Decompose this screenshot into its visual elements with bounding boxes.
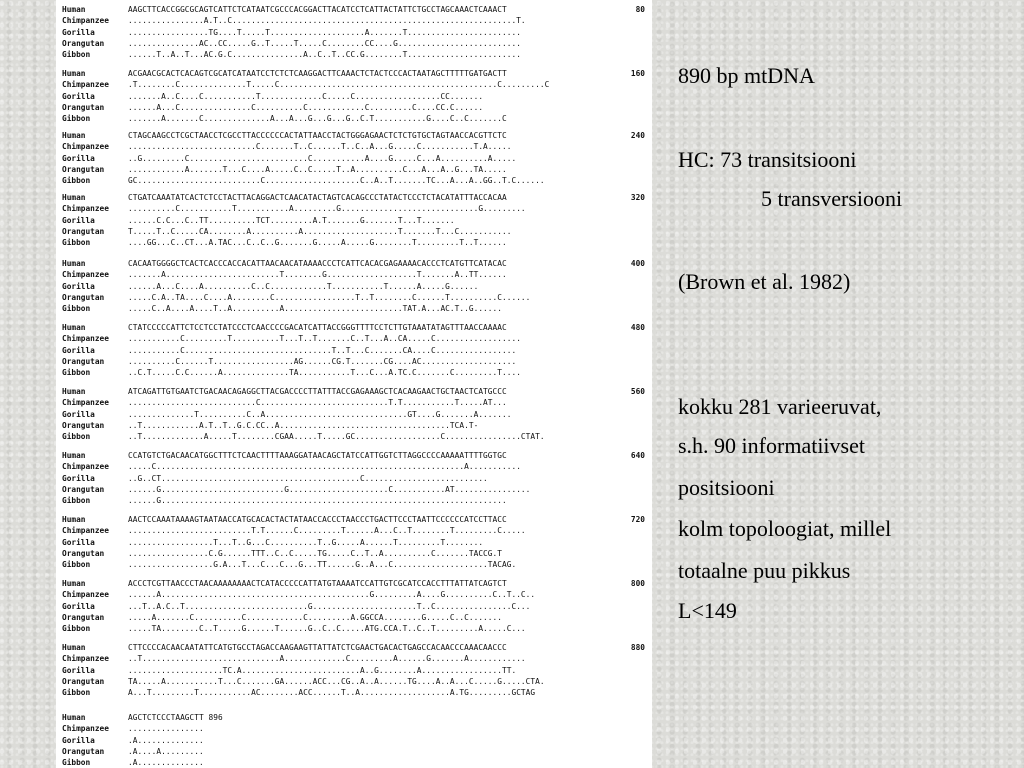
sequence-text: .A..............	[128, 758, 204, 768]
species-label: Gorilla	[62, 153, 95, 163]
species-label: Human	[62, 131, 86, 140]
sequence-text: .................C.G......TTT..C..C.....TG.....C..T..A..........C.......TACCG.T	[128, 548, 502, 558]
species-label: Gorilla	[62, 215, 95, 225]
position-number: 320	[630, 193, 645, 202]
species-label: Orangutan	[62, 292, 105, 302]
sequence-text: AAGCTTCACCGGCGCAGTCATTCTCATAATCGCCCACGGACTTACATCCTCATTACTATTCTGCCTAGCAAACTCAAACT	[128, 5, 507, 14]
position-number: 240	[630, 131, 645, 140]
species-label: Orangutan	[62, 102, 105, 112]
alignment-row	[62, 15, 646, 26]
alignment-row	[62, 281, 646, 292]
note-sequence-length: 890 bp mtDNA	[678, 63, 815, 88]
sequence-text: ......C.C...C..TT..........TCT.........A.T.......G.......T...T.......	[128, 215, 455, 225]
species-label: Gorilla	[62, 601, 95, 611]
species-label: Orangutan	[62, 420, 105, 430]
species-label: Gorilla	[62, 409, 95, 419]
position-number: 80	[635, 5, 645, 14]
species-label: Gibbon	[62, 624, 91, 634]
alignment-row	[62, 102, 646, 113]
sequence-text: ...........................C.......T..C......T..C..A...G.....C...........T.A.....	[128, 142, 512, 152]
alignment-row	[62, 192, 646, 203]
sequence-text: .....C.A..TA....C....A........C.................T..T........C......T..........C......	[128, 292, 531, 302]
sequence-text: ...........................C...........................T.T...........T.....AT...	[128, 398, 507, 408]
sequence-text: AGCTCTCCCTAAGCTT 896	[128, 713, 223, 722]
alignment-row	[62, 461, 646, 472]
note-topologies: kolm topoloogiat, millel	[678, 516, 892, 541]
sequence-text: ..G..CT..........................................C..........................	[128, 473, 488, 483]
sequence-text: ..........C......T.................AG......CG.T.......CG....AC....................	[128, 356, 517, 366]
species-label: Gorilla	[62, 473, 95, 483]
alignment-row	[62, 141, 646, 152]
species-label: Gibbon	[62, 368, 91, 378]
alignment-row	[62, 746, 646, 757]
sequence-text: CACAATGGGGCTCACTCACCCACCACATTAACAACATAAAACCCTCATTCACACGAGAAAACACCCTCATGTTCATACAC	[128, 259, 507, 268]
alignment-row	[62, 322, 646, 333]
sequence-text: ATCAGATTGTGAATCTGACAACAGAGGCTTACGACCCCTTATTTACCGAGAAAGCTCACAAGAACTGCTAACTCATGCCC	[128, 387, 507, 396]
species-label: Gorilla	[62, 665, 95, 675]
sequence-text: .A....A.........	[128, 746, 204, 756]
alignment-block	[62, 642, 646, 698]
species-label: Orangutan	[62, 548, 105, 558]
species-label: Chimpanzee	[62, 724, 109, 734]
alignment-row	[62, 258, 646, 269]
species-label: Orangutan	[62, 746, 105, 756]
alignment-row	[62, 665, 646, 676]
alignment-row	[62, 431, 646, 442]
sequence-text: CTGATCAAATATCACTCTCCTACTTACAGGACTCAACATACTAGTCACAGCCCTATACTCCCTCTACATATTTACCACAA	[128, 193, 507, 202]
alignment-row	[62, 49, 646, 60]
species-label: Human	[62, 451, 86, 460]
species-label: Human	[62, 5, 86, 14]
alignment-row	[62, 420, 646, 431]
species-label: Chimpanzee	[62, 398, 109, 408]
alignment-row	[62, 237, 646, 248]
species-label: Gibbon	[62, 560, 91, 570]
note-informative-sites: s.h. 90 informatiivset	[678, 433, 865, 458]
species-label: Chimpanzee	[62, 462, 109, 472]
alignment-block	[62, 712, 646, 768]
species-label: Orangutan	[62, 38, 105, 48]
sequence-text: ................	[128, 724, 204, 734]
alignment-row	[62, 175, 646, 186]
species-label: Chimpanzee	[62, 204, 109, 214]
sequence-text: ..........................T.T......C.........T......A...C..T........T.........C.....	[128, 526, 526, 536]
alignment-row	[62, 153, 646, 164]
sequence-text: ....................TC.A.........................A..G........A.................TT.	[128, 665, 517, 675]
alignment-row	[62, 525, 646, 536]
species-label: Orangutan	[62, 226, 105, 236]
alignment-row	[62, 653, 646, 664]
position-number: 880	[630, 643, 645, 652]
alignment-row	[62, 79, 646, 90]
alignment-row	[62, 735, 646, 746]
alignment-row	[62, 450, 646, 461]
sequence-text: ......A............................................G.........A....G..........C..T..C..	[128, 590, 536, 600]
sequence-text: ....GG...C..CT...A.TAC...C..C..G.......G.....A.....G........T.........T..T......	[128, 238, 507, 248]
sequence-text: ..G.........C.........................C...........A....G.....C...A..........A.....	[128, 153, 517, 163]
position-number: 400	[630, 259, 645, 268]
sequence-text: ..T.............................A.............C.........A......G.......A............	[128, 654, 526, 664]
note-citation: (Brown et al. 1982)	[678, 269, 851, 294]
alignment-row	[62, 91, 646, 102]
alignment-row	[62, 757, 646, 768]
alignment-row	[62, 333, 646, 344]
sequence-text: ..T.............A.....T........CGAA.....T.....GC..................C................CTAT.	[128, 432, 545, 442]
species-label: Chimpanzee	[62, 334, 109, 344]
species-label: Gorilla	[62, 281, 95, 291]
alignment-row	[62, 113, 646, 124]
sequence-text: .....TA........C..T.....G......T......G..C..C.....ATG.CCA.T..C..T.........A.....C...	[128, 624, 526, 634]
sequence-text: .....C.................................................................A...........	[128, 462, 521, 472]
sequence-text: ............A.......T...C....A.....C..C.....T..A..........C...A...A..G...TA.....	[128, 164, 507, 174]
alignment-row	[62, 642, 646, 653]
position-number: 720	[630, 515, 645, 524]
alignment-row	[62, 164, 646, 175]
sequence-text: T.....T..C.....CA........A..........A....................T.......T...C...........	[128, 226, 512, 236]
species-label: Gibbon	[62, 50, 91, 60]
sequence-text: .T........C..............T.....C..............................................C.........C	[128, 80, 550, 90]
alignment-row	[62, 559, 646, 570]
sequence-text: ..................T...T..G...C..........T..G.....A......T.........T........	[128, 537, 484, 547]
alignment-block	[62, 68, 646, 124]
species-label: Gorilla	[62, 91, 95, 101]
species-label: Human	[62, 643, 86, 652]
species-label: Gorilla	[62, 537, 95, 547]
position-number: 560	[630, 387, 645, 396]
alignment-row	[62, 292, 646, 303]
alignment-row	[62, 397, 646, 408]
alignment-row	[62, 687, 646, 698]
species-label: Chimpanzee	[62, 142, 109, 152]
alignment-row	[62, 676, 646, 687]
sequence-text: ...T..A.C..T..........................G......................T..C................C...	[128, 601, 531, 611]
sequence-text: ..........C...........T...........A.........G.............................G.........	[128, 204, 526, 214]
alignment-block	[62, 450, 646, 506]
alignment-block	[62, 192, 646, 248]
note-positions: positsiooni	[678, 475, 775, 500]
sequence-text: ...........C...............................T..T...C.......CA....C.................	[128, 345, 517, 355]
alignment-row	[62, 68, 646, 79]
alignment-row	[62, 226, 646, 237]
species-label: Human	[62, 579, 86, 588]
alignment-row	[62, 473, 646, 484]
alignment-row	[62, 27, 646, 38]
sequence-text: ......G..........................G.....................C...........AT................	[128, 484, 531, 494]
species-label: Gorilla	[62, 27, 95, 37]
sequence-text: ......G.........................................................................	[128, 496, 507, 506]
alignment-block	[62, 4, 646, 60]
alignment-row	[62, 303, 646, 314]
note-transitions: HC: 73 transitsiooni	[678, 147, 857, 172]
species-label: Chimpanzee	[62, 16, 109, 26]
alignment-row	[62, 578, 646, 589]
note-transversions: 5 transversiooni	[761, 186, 903, 211]
alignment-row	[62, 203, 646, 214]
species-label: Chimpanzee	[62, 654, 109, 664]
alignment-row	[62, 269, 646, 280]
sequence-text: ACCCTCGTTAACCCTAACAAAAAAAACTCATACCCCCATTATGTAAAATCCATTGTCGCATCCACCTTTATTATCAGTCT	[128, 579, 507, 588]
species-label: Gibbon	[62, 176, 91, 186]
sequence-text: ...........C.........T..........T...T..T.......C..T...A..CA.....C..................	[128, 334, 521, 344]
alignment-block	[62, 578, 646, 634]
species-label: Gibbon	[62, 688, 91, 698]
alignment-row	[62, 38, 646, 49]
note-tree-length: totaalne puu pikkus	[678, 558, 851, 583]
alignment-row	[62, 514, 646, 525]
sequence-text: TA.....A...........T...C.......GA......ACC...CG..A..A......TG....A..A...C.....G.....CTA.	[128, 676, 545, 686]
species-label: Gibbon	[62, 758, 91, 768]
species-label: Chimpanzee	[62, 526, 109, 536]
species-label: Human	[62, 713, 86, 722]
sequence-text: CCATGTCTGACAACATGGCTTTCTCAACTTTTAAAGGATAACAGCTATCCATTGGTCTTAGGCCCCAAAAATTTTGGTGC	[128, 451, 507, 460]
species-label: Orangutan	[62, 356, 105, 366]
sequence-text: ..............T..........C..A..............................GT....G.......A.......	[128, 409, 512, 419]
sequence-text: CTAGCAAGCCTCGCTAACCTCGCCTTACCCCCCACTATTAACCTACTGGGAGAACTCTCTGTGCTAGTAACCACGTTCTC	[128, 131, 507, 140]
position-number: 480	[630, 323, 645, 332]
sequence-text: .....A.......C..........C............C.........A.GGCCA........G.....C..C.......	[128, 612, 502, 622]
alignment-row	[62, 495, 646, 506]
sequence-text: A...T.........T...........AC........ACC......T..A...................A.TG.........GCTAG	[128, 688, 536, 698]
sequence-text: ......T..A..T...AC.G.C...............A..C..T..CC.G........T........................	[128, 50, 521, 60]
alignment-row	[62, 723, 646, 734]
alignment-row	[62, 367, 646, 378]
species-label: Chimpanzee	[62, 80, 109, 90]
position-number: 160	[630, 69, 645, 78]
species-label: Orangutan	[62, 612, 105, 622]
alignment-row	[62, 130, 646, 141]
alignment-row	[62, 548, 646, 559]
species-label: Orangutan	[62, 164, 105, 174]
alignment-row	[62, 601, 646, 612]
sequence-text: .......A........................T........G...................T.......A..TT......	[128, 270, 507, 280]
alignment-block	[62, 258, 646, 314]
alignment-row	[62, 712, 646, 723]
sequence-text: .....C..A....A....T..A..........A.........................TAT.A...AC.T..G......	[128, 304, 502, 314]
species-label: Human	[62, 69, 86, 78]
sequence-text: ................A.T..C............................................................T.	[128, 16, 526, 26]
sequence-text: ......A...C...............C..........C............C.........C....CC.C......	[128, 102, 484, 112]
species-label: Gibbon	[62, 304, 91, 314]
sequence-text: ......A...C....A..........C..C............T...........T......A.....G......	[128, 281, 479, 291]
sequence-text: ACGAACGCACTCACAGTCGCATCATAATCCTCTCTCAAGGACTTCAAACTCTACTCCCACTAATAGCTTTTTGATGACTT	[128, 69, 507, 78]
alignment-row	[62, 537, 646, 548]
sequence-text: CTATCCCCCATTCTCCTCCTATCCCTCAACCCCGACATCATTACCGGGTTTTCCTCTTGTAAATATAGTTTAACCAAAAC	[128, 323, 507, 332]
species-label: Gibbon	[62, 496, 91, 506]
species-label: Orangutan	[62, 484, 105, 494]
note-tree-length-value: L<149	[678, 598, 737, 623]
species-label: Human	[62, 323, 86, 332]
alignment-row	[62, 386, 646, 397]
sequence-text: ..................G.A...T...C...C...G...TT......G..A...C....................TACAG.	[128, 560, 517, 570]
species-label: Chimpanzee	[62, 270, 109, 280]
sequence-text: ...............AC..CC.....G..T.....T.....C........CC....G..........................	[128, 38, 521, 48]
sequence-alignment-figure	[56, 0, 652, 768]
species-label: Chimpanzee	[62, 590, 109, 600]
alignment-row	[62, 4, 646, 15]
alignment-row	[62, 589, 646, 600]
alignment-row	[62, 612, 646, 623]
sequence-text: .......A..C....C...........T.............C.....C..................CC.......	[128, 91, 484, 101]
alignment-block	[62, 130, 646, 186]
position-number: 800	[630, 579, 645, 588]
species-label: Human	[62, 515, 86, 524]
species-label: Orangutan	[62, 676, 105, 686]
species-label: Gibbon	[62, 238, 91, 248]
alignment-row	[62, 409, 646, 420]
alignment-block	[62, 514, 646, 570]
sequence-text: AACTCCAAATAAAAGTAATAACCATGCACACTACTATAACCACCCTAACCCTGACTTCCCTAATTCCCCCCATCCTTACC	[128, 515, 507, 524]
alignment-row	[62, 345, 646, 356]
sequence-text: CTTCCCCACAACAATATTCATGTGCCTAGACCAAGAAGTTATTATCTCGAACTGACACTGAGCCACAACCCAAACAACCC	[128, 643, 507, 652]
species-label: Human	[62, 259, 86, 268]
sequence-text: ..T............A.T..T..G.C.CC..A....................................TCA.T-	[128, 420, 479, 430]
species-label: Gibbon	[62, 432, 91, 442]
sequence-text: .................TG....T.....T....................A.......T........................	[128, 27, 521, 37]
alignment-row	[62, 484, 646, 495]
species-label: Gorilla	[62, 345, 95, 355]
sequence-text: .......A.......C..............A...A...G...G...G..C.T...........G....C..C.......C	[128, 114, 507, 124]
species-label: Gibbon	[62, 114, 91, 124]
species-label: Human	[62, 193, 86, 202]
alignment-row	[62, 623, 646, 634]
alignment-row	[62, 356, 646, 367]
alignment-row	[62, 215, 646, 226]
sequence-text: GC..........................C....................C..A..T.......TC...A...A..GG..T.C......	[128, 176, 545, 186]
alignment-block	[62, 322, 646, 378]
species-label: Human	[62, 387, 86, 396]
species-label: Gorilla	[62, 735, 95, 745]
note-variable-sites: kokku 281 varieeruvat,	[678, 394, 882, 419]
sequence-text: .A..............	[128, 735, 204, 745]
position-number: 640	[630, 451, 645, 460]
alignment-block	[62, 386, 646, 442]
sequence-text: ..C.T.....C.C......A..............TA...........T...C...A.TC.C.......C.........T....	[128, 368, 521, 378]
